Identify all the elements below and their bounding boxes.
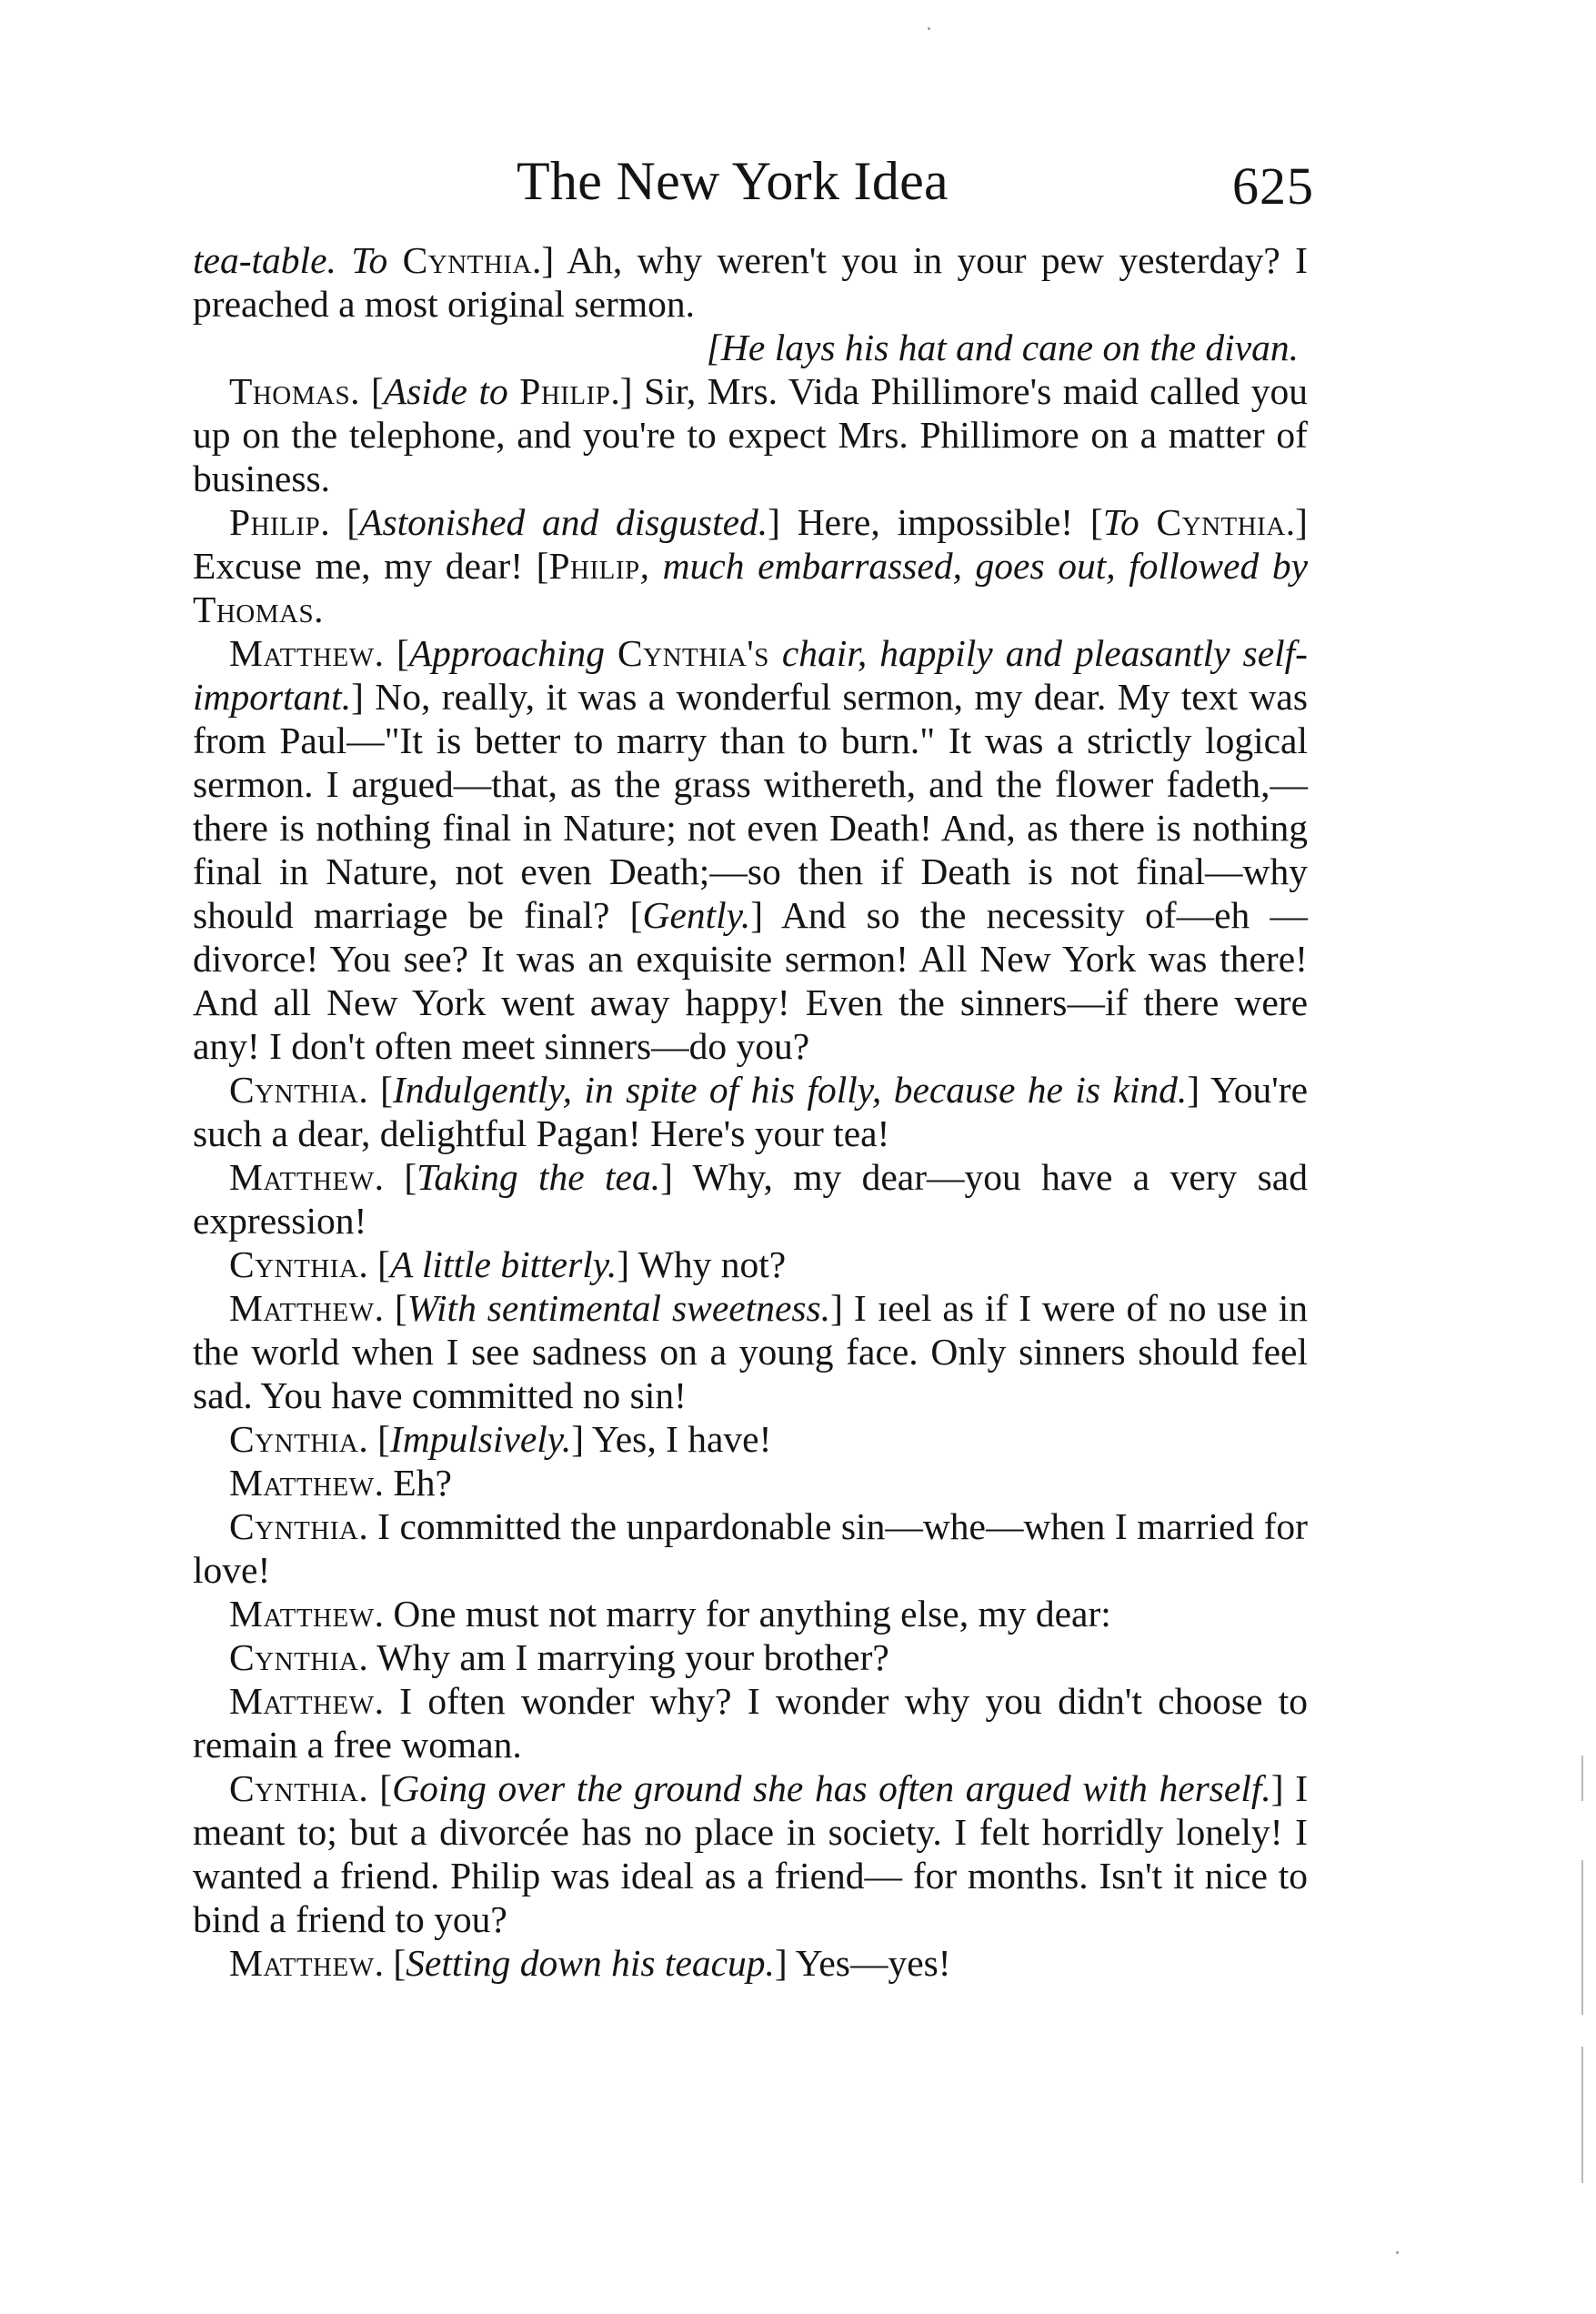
speaker-name: Cynthia	[229, 1505, 359, 1547]
scan-edge-mark	[1581, 1860, 1583, 2015]
stage-direction-text: Astonished and disgusted.	[359, 501, 768, 543]
stage-direction-text: Approaching	[408, 632, 617, 674]
speaker-name: Philip	[519, 370, 611, 412]
dialogue-paragraph	[193, 1592, 1308, 1635]
text-run: ] And so the necessity of—eh —divorce! You see? It was an exquisite sermon! All New York was there! And all New York went away happy! Even the sinners—if there were any! I don't often meet sinners—do you?	[193, 894, 1308, 1067]
text-run: . [	[358, 1767, 393, 1809]
stage-direction-text: A little bitterly.	[389, 1243, 617, 1285]
page-number: 625	[1232, 156, 1314, 216]
stage-direction-text: Going over the ground she has often argued with herself.	[392, 1767, 1271, 1809]
speaker-name: Cynthia	[229, 1418, 359, 1460]
stage-direction-text: Gently.	[642, 894, 751, 936]
text-run: . [	[320, 501, 360, 543]
text-run: . [	[358, 1418, 390, 1460]
speaker-name: Matthew	[229, 632, 375, 674]
text-run: ] Why, my dear—you have a very sad expression!	[193, 1156, 1308, 1242]
stage-direction	[193, 326, 1308, 369]
stage-direction-text: Taking the tea.	[417, 1156, 661, 1198]
stage-direction-text: Aside to	[383, 370, 520, 412]
text-run: ] I ɪeel as if I were of no use in the world when I see sadness on a young face. Only sinners should feel sad. You have committed no sin!	[193, 1287, 1309, 1416]
dialogue-paragraph	[193, 1417, 1308, 1461]
speaker-name: Cynthia	[402, 239, 532, 281]
page-header	[191, 150, 1314, 223]
text-run: . [	[350, 370, 384, 412]
text-run: . [	[374, 632, 409, 674]
text-run: .] Excuse me, my dear! [	[193, 501, 1308, 587]
dialogue-paragraph	[193, 1243, 1308, 1286]
speaker-name: Cynthia	[229, 1069, 359, 1111]
stage-direction-text: Indulgently, in spite of his folly, because he is kind.	[392, 1069, 1188, 1111]
dialogue-paragraph	[193, 238, 1308, 326]
scan-edge-mark	[1581, 1756, 1583, 1801]
speaker-name: Cynthia	[1156, 501, 1286, 543]
speaker-name: Matthew	[229, 1287, 375, 1329]
text-run: ] Here, impossible! [	[768, 501, 1103, 543]
dialogue-paragraph	[193, 1766, 1308, 1941]
stage-direction-text: Impulsively.	[389, 1418, 572, 1460]
speaker-name: Cynthia	[229, 1767, 359, 1809]
text-run: . Eh?	[374, 1462, 452, 1504]
speaker-name: Matthew	[229, 1593, 375, 1635]
scan-edge-mark	[1581, 2047, 1583, 2183]
play-text	[193, 238, 1308, 1985]
speaker-name: Matthew	[229, 1462, 375, 1504]
text-run: . I committed the unpardonable sin—whe—when I married for love!	[193, 1505, 1308, 1591]
scan-speck	[1396, 2251, 1399, 2254]
stage-direction-text: [He lays his hat and cane on the divan.	[706, 327, 1299, 368]
dialogue-paragraph	[193, 369, 1308, 500]
text-run: .	[314, 589, 324, 630]
stage-direction-text: tea-table. To	[193, 239, 403, 281]
text-run: ] No, really, it was a wonderful sermon, my dear. My text was from Paul—"It is better to marry than to burn." It was a strictly logical sermon. I argued—that, as the grass withereth, and the flower fadeth,—there is nothing final in Nature; not even Death! And, as there is nothing final in Nature, not even Death;—so then if Death is not final—why should marriage be final? [	[193, 676, 1308, 936]
text-run: . I often wonder why? I wonder why you didn't choose to remain a free woman.	[193, 1680, 1308, 1766]
text-run: . [	[374, 1942, 407, 1984]
text-run: . One must not marry for anything else, my dear:	[374, 1593, 1111, 1635]
scan-speck	[928, 27, 930, 30]
stage-direction-text: chair, happily and pleasantly self-important.	[193, 632, 1308, 718]
speaker-name: Cynthia	[229, 1636, 359, 1678]
text-run: ] Yes, I have!	[571, 1418, 772, 1460]
stage-direction-text: To	[1102, 501, 1157, 543]
speaker-name: Thomas	[193, 589, 315, 630]
speaker-name: Philip	[548, 545, 640, 587]
dialogue-paragraph	[193, 1461, 1308, 1504]
text-run: ] Yes—yes!	[774, 1942, 951, 1984]
speaker-name: Cynthia	[229, 1243, 359, 1285]
text-run: . Why am I marrying your brother?	[358, 1636, 889, 1678]
text-run: . [	[358, 1243, 390, 1285]
text-run: . [	[374, 1287, 407, 1329]
dialogue-paragraph	[193, 1286, 1308, 1417]
dialogue-paragraph	[193, 1679, 1308, 1766]
dialogue-paragraph	[193, 1504, 1308, 1592]
dialogue-paragraph	[193, 1635, 1308, 1679]
dialogue-paragraph	[193, 1068, 1308, 1155]
speaker-name: Philip	[229, 501, 321, 543]
text-run: ] You're such a dear, delightful Pagan! Here's your tea!	[193, 1069, 1308, 1154]
text-run: .] Sir, Mrs. Vida Phillimore's maid called you up on the telephone, and you're to expect Mrs. Phillimore on a matter of business.	[193, 370, 1308, 499]
text-run: .] Ah, why weren't you in your pew yesterday? I preached a most original sermon.	[193, 239, 1308, 325]
dialogue-paragraph	[193, 500, 1308, 631]
stage-direction-text: With sentimental sweetness.	[407, 1287, 831, 1329]
speaker-name: Matthew	[229, 1942, 375, 1984]
text-run: ] Why not?	[617, 1243, 787, 1285]
dialogue-paragraph	[193, 631, 1308, 1068]
text-run: ] I meant to; but a divorcée has no place in society. I felt horridly lonely! I wanted a friend. Philip was ideal as a friend— for months. Isn't it nice to bind a friend to you?	[193, 1767, 1309, 1940]
text-run: . [	[374, 1156, 417, 1198]
dialogue-paragraph	[193, 1155, 1308, 1243]
speaker-name: Matthew	[229, 1680, 375, 1722]
speaker-name: Thomas	[229, 370, 351, 412]
running-title: The New York Idea	[517, 151, 949, 211]
speaker-name: Matthew	[229, 1156, 375, 1198]
dialogue-paragraph	[193, 1941, 1308, 1985]
stage-direction-text: Setting down his teacup.	[406, 1942, 775, 1984]
text-run: . [	[358, 1069, 393, 1111]
speaker-name: Cynthia's	[617, 632, 769, 674]
stage-direction-text: , much embarrassed, goes out, followed by	[639, 545, 1308, 587]
